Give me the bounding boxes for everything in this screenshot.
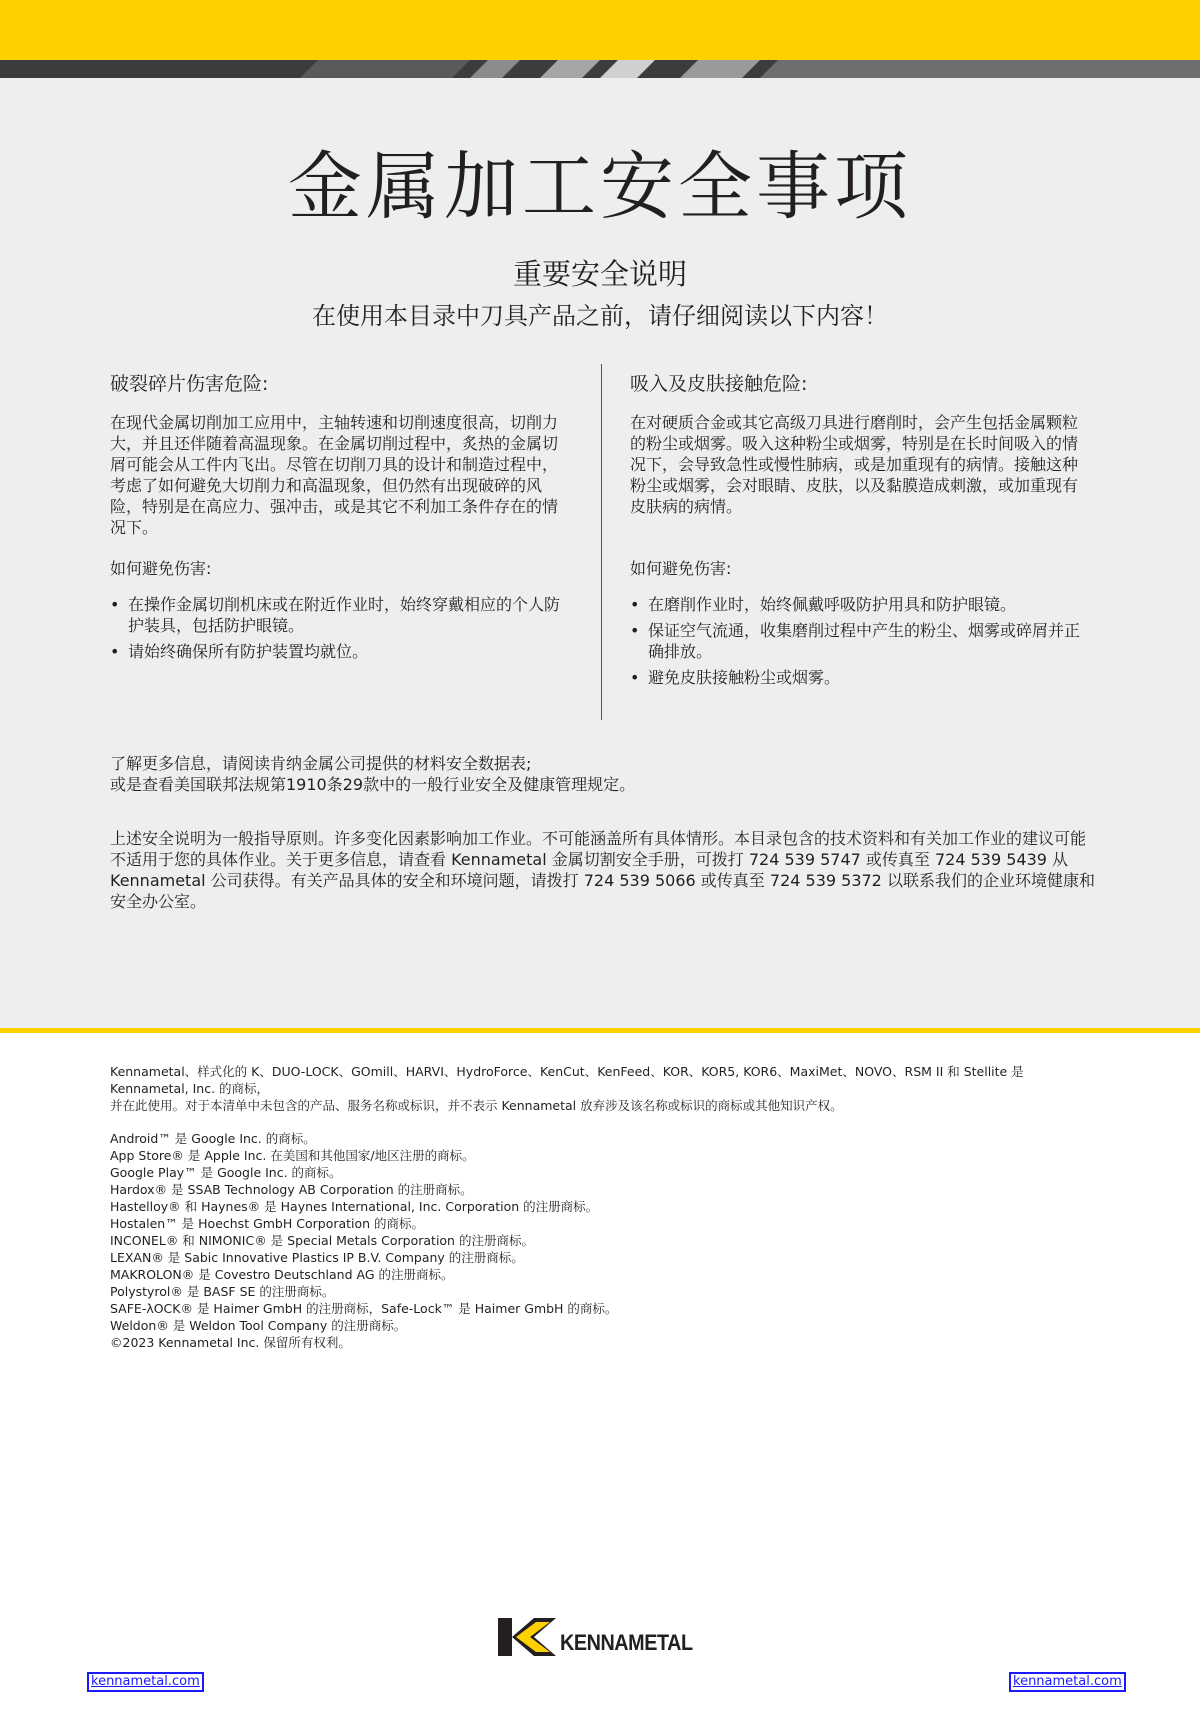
list-item: • 避免皮肤接触粉尘或烟雾。: [630, 667, 1080, 688]
list-item: Hastelloy® 和 Haynes® 是 Haynes International, Inc. Corporation 的注册商标。: [110, 1199, 599, 1214]
list-item: INCONEL® 和 NIMONIC® 是 Special Metals Corporation 的注册商标。: [110, 1233, 534, 1248]
page-subtitle: 重要安全说明: [512, 257, 687, 291]
list-item: LEXAN® 是 Sabic Innovative Plastics IP B.V. Company 的注册商标。: [110, 1250, 524, 1265]
more-info-line: 或是查看美国联邦法规第1910条29款中的一般行业安全及健康管理规定。: [110, 775, 636, 794]
list-item: • 请始终确保所有防护装置均就位。: [110, 641, 570, 662]
disclaimer-paragraph: 上述安全说明为一般指导原则。许多变化因素影响加工作业。不可能涵盖所有具体情形。本目录包含的技术资料和有关加工作业的建议可能不适用于您的具体作业。关于更多信息，请查看 Kennametal 金属切割安全手册，可拨打 724 539 5747 或传真至 724 539 5439 从 Kennametal 公司获得。有关产品具体的安全和环境问题，请拨打 724 539 5066 或传真至 724 539 5372 以联系我们的企业环境健康和安全办公室。: [110, 829, 1095, 911]
list-item: Hostalen™ 是 Hoechst GmbH Corporation 的商标。: [110, 1216, 425, 1231]
kennametal-logo: [498, 1618, 704, 1660]
legal-notice: [110, 1063, 1090, 1351]
list-item: SAFE-λOCK® 是 Haimer GmbH 的注册商标，Safe-Lock™ 是 Haimer GmbH 的商标。: [110, 1301, 618, 1316]
yellow-divider-rule: [0, 1028, 1200, 1033]
left-section-heading: 破裂碎片伤害危险:: [110, 373, 269, 395]
list-item: Polystyrol® 是 BASF SE 的注册商标。: [110, 1284, 335, 1299]
third-party-trademark-list: [110, 1130, 1090, 1334]
right-section-paragraph: 在对硬质合金或其它高级刀具进行磨削时，会产生包括金属颗粒的粉尘或烟雾。吸入这种粉尘或烟雾，特别是在长时间吸入的情况下，会导致急性或慢性肺病，或是加重现有的病情。接触这种粉尘或烟雾，会对眼睛、皮肤，以及黏膜造成刺激，或加重现有皮肤病的病情。: [630, 413, 1079, 516]
more-info-line: 了解更多信息，请阅读肯纳金属公司提供的材料安全数据表;: [110, 754, 532, 773]
more-info-block: [110, 753, 1090, 795]
page-title: 金属加工安全事项: [288, 144, 912, 230]
kennametal-k-logo-icon: [498, 1618, 558, 1660]
trademark-statement: 并在此使用。对于本清单中未包含的产品、服务名称或标识，并不表示 Kennametal 放弃涉及该名称或标识的商标或其他知识产权。: [110, 1098, 843, 1113]
list-item: Weldon® 是 Weldon Tool Company 的注册商标。: [110, 1318, 407, 1333]
footer-link-left[interactable]: kennametal.com: [87, 1672, 204, 1692]
trademark-statement: Kennametal、样式化的 K、DUO-LOCK、GOmill、HARVI、HydroForce、KenCut、KenFeed、KOR、KOR5, KOR6、MaxiMet、NOVO、RSM II 和 Stellite 是 Kennametal, Inc. 的商标，: [110, 1064, 1024, 1096]
list-item: • 在操作金属切削机床或在附近作业时，始终穿戴相应的个人防护装具，包括防护眼镜。: [110, 594, 570, 636]
page-subtitle-secondary: 在使用本目录中刀具产品之前，请仔细阅读以下内容！: [312, 302, 888, 330]
right-bullet-list: [630, 594, 1080, 693]
left-section-paragraph: 在现代金属切削加工应用中，主轴转速和切削速度很高，切削力大，并且还伴随着高温现象。在金属切削过程中，炙热的金属切屑可能会从工件内飞出。尽管在切削刀具的设计和制造过程中，考虑了如何避免大切削力和高温现象，但仍然有出现破碎的风险，特别是在高应力、强冲击，或是其它不利加工条件存在的情况下。: [110, 413, 559, 537]
diagonal-stripe-band: [0, 60, 1200, 78]
list-item: MAKROLON® 是 Covestro Deutschland AG 的注册商标。: [110, 1267, 454, 1282]
column-divider: [601, 364, 602, 720]
list-item: • 保证空气流通，收集磨削过程中产生的粉尘、烟雾或碎屑并正确排放。: [630, 620, 1080, 662]
logo-wordmark: KENNAMETAL: [560, 1630, 693, 1655]
top-yellow-band: [0, 0, 1200, 60]
right-column: [630, 372, 1081, 687]
list-item: • 在磨削作业时，始终佩戴呼吸防护用具和防护眼镜。: [630, 594, 1080, 615]
list-item: Android™ 是 Google Inc. 的商标。: [110, 1131, 316, 1146]
list-item: Google Play™ 是 Google Inc. 的商标。: [110, 1165, 342, 1180]
list-item: Hardox® 是 SSAB Technology AB Corporation 的注册商标。: [110, 1182, 473, 1197]
left-avoid-heading: 如何避免伤害:: [110, 559, 212, 578]
footer-link-right[interactable]: kennametal.com: [1009, 1672, 1126, 1692]
list-item: App Store® 是 Apple Inc. 在美国和其他国家/地区注册的商标。: [110, 1148, 475, 1163]
copyright-notice: ©2023 Kennametal Inc. 保留所有权利。: [110, 1335, 351, 1350]
right-avoid-heading: 如何避免伤害:: [630, 559, 732, 578]
right-section-heading: 吸入及皮肤接触危险:: [630, 373, 808, 395]
left-bullet-list: [110, 594, 570, 667]
left-column: [110, 372, 570, 661]
